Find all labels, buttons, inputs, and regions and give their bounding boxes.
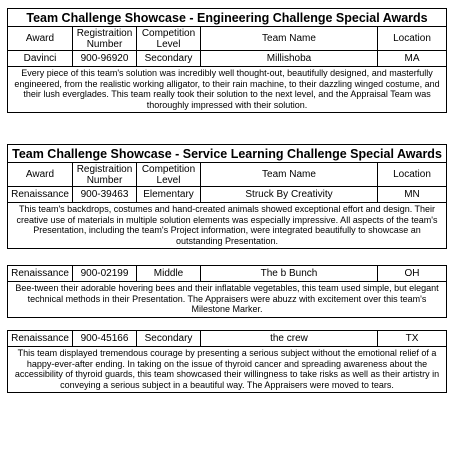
description-cell: Bee-tween their adorable hovering bees and their inflatable vegetables, this team used simple, but elegant technical methods in their Presentation. The Appraisers were abuzz with excitement over this team's Milestone Marker. xyxy=(8,282,447,318)
team-name-cell: The b Bunch xyxy=(201,266,378,282)
award-cell: Renaissance xyxy=(8,266,73,282)
table-row xyxy=(8,51,447,67)
level-cell: Elementary xyxy=(137,187,201,203)
award-cell: Renaissance xyxy=(8,331,73,347)
engineering-table-title: Team Challenge Showcase - Engineering Challenge Special Awards xyxy=(8,9,447,27)
service-awards-table xyxy=(7,144,447,249)
table-row xyxy=(8,187,447,203)
service-table-title: Team Challenge Showcase - Service Learning Challenge Special Awards xyxy=(8,145,447,163)
header-location: Location xyxy=(378,163,447,187)
award-cell: Renaissance xyxy=(8,187,73,203)
registration-cell: 900-39463 xyxy=(73,187,137,203)
level-cell: Secondary xyxy=(137,331,201,347)
registration-cell: 900-96920 xyxy=(73,51,137,67)
registration-cell: 900-02199 xyxy=(73,266,137,282)
location-cell: TX xyxy=(378,331,447,347)
location-cell: OH xyxy=(378,266,447,282)
registration-cell: 900-45166 xyxy=(73,331,137,347)
description-cell: This team's backdrops, costumes and hand-created animals showed exceptional effort and design. Their creative use of materials in multiple solution elements was especially impressive. All aspects of the team's Presentation, including the team's Project information, were integrated beautifully to showcase an outstanding Presentation. xyxy=(8,203,447,249)
header-registration: Registraition Number xyxy=(73,163,137,187)
header-award: Award xyxy=(8,27,73,51)
description-cell: This team displayed tremendous courage by presenting a serious subject without the emotional relief of a happy-ever-after ending. In taking on the issue of thyroid cancer and spreading awareness about the accessibility of thyroid guards, this team showcased their willingness to take risks as well as their artistry in conveying a serious subject in a beautiful way. The Appraisers were moved to tears. xyxy=(8,347,447,393)
team-name-cell: Struck By Creativity xyxy=(201,187,378,203)
location-cell: MN xyxy=(378,187,447,203)
level-cell: Secondary xyxy=(137,51,201,67)
location-cell: MA xyxy=(378,51,447,67)
header-location: Location xyxy=(378,27,447,51)
header-award: Award xyxy=(8,163,73,187)
header-level: Competition Level xyxy=(137,27,201,51)
header-registration: Registraition Number xyxy=(73,27,137,51)
level-cell: Middle xyxy=(137,266,201,282)
team-name-cell: Millishoba xyxy=(201,51,378,67)
header-level: Competition Level xyxy=(137,163,201,187)
engineering-awards-table xyxy=(7,8,447,113)
description-cell: Every piece of this team's solution was incredibly well thought-out, beautifully designed, and masterfully engineered, from the realistic working alligator, to their rain machine, to their dazzling winged costume, and their lush everglades. This team really took their solution to the next level, and the Appraisal Team was thoroughly impressed with their solution. xyxy=(8,67,447,113)
header-team-name: Team Name xyxy=(201,27,378,51)
team-name-cell: the crew xyxy=(201,331,378,347)
award-entry-table xyxy=(7,265,447,318)
table-row xyxy=(8,266,447,282)
header-team-name: Team Name xyxy=(201,163,378,187)
award-cell: Davinci xyxy=(8,51,73,67)
table-row xyxy=(8,331,447,347)
award-entry-table xyxy=(7,330,447,393)
